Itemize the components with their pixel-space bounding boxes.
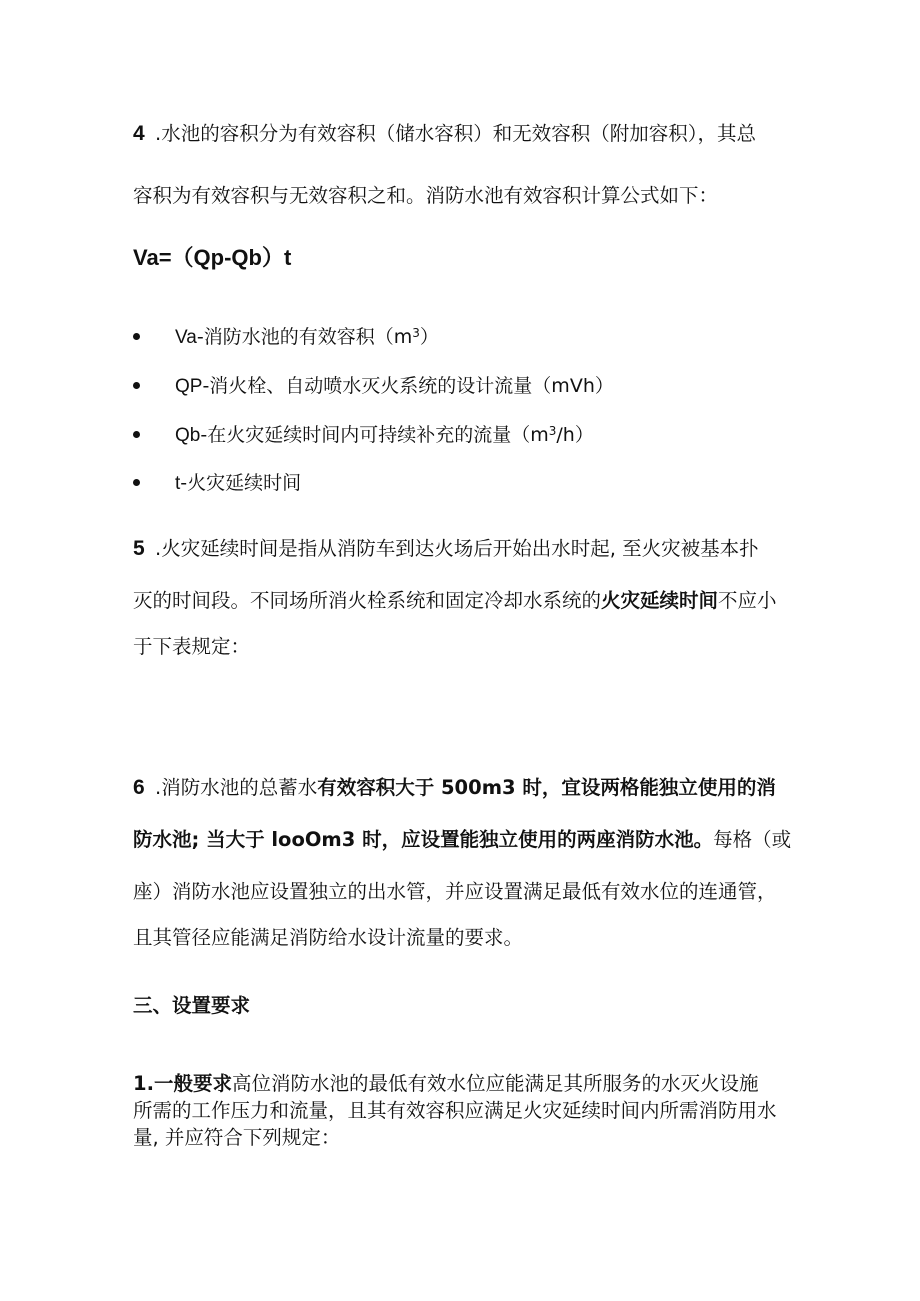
para5-text-2a: 灭的时间段。不同场所消火栓系统和固定冷却水系统的 — [133, 589, 602, 612]
item1-label: 1.一般要求 — [133, 1072, 232, 1095]
definition-text: -在火灾延续时间内可持续补充的流量（m — [200, 424, 549, 446]
item1-text-3: 量, 并应符合下列规定： — [133, 1126, 341, 1149]
bullet-icon — [133, 431, 140, 438]
para6-number: 6 — [133, 776, 145, 799]
para6-text-4: 且其管径应能满足消防给水设计流量的要求。 — [133, 926, 524, 949]
para4-text-2: 容积为有效容积与无效容积之和。消防水池有效容积计算公式如下： — [133, 184, 719, 207]
definition-symbol: Qb — [175, 425, 201, 446]
para6-line3 — [133, 879, 777, 905]
bullet-icon — [133, 382, 140, 389]
definition-symbol: QP — [175, 376, 203, 397]
para6-text-2: 每格（或 — [713, 828, 792, 851]
para6-text-1a: .消防水池的总蓄水 — [155, 776, 318, 799]
para6-line1 — [133, 775, 776, 801]
para5-emphasis: 火灾延续时间 — [601, 589, 719, 612]
definition-symbol: t — [175, 473, 181, 494]
definition-tail: ） — [419, 326, 439, 348]
section-heading: 三、设置要求 — [133, 994, 251, 1017]
item1-line1 — [133, 1071, 759, 1097]
para6-emphasis-2: 防水池; 当大于 looOm3 时，应设置能独立使用的两座消防水池。 — [133, 828, 714, 851]
para6-line4 — [133, 925, 523, 951]
para5-line1 — [133, 536, 759, 562]
item1-line2 — [133, 1098, 777, 1124]
definition-superscript: 3 — [412, 326, 420, 340]
bullet-icon — [133, 479, 140, 486]
definition-symbol: Va — [175, 327, 197, 348]
item1-text-2: 所需的工作压力和流量，且其有效容积应满足火灾延续时间内所需消防用水 — [133, 1099, 777, 1122]
para4-line1 — [133, 121, 756, 147]
item1-line3 — [133, 1125, 340, 1151]
para5-line2 — [133, 588, 777, 614]
para5-text-1: .火灾延续时间是指从消防车到达火场后开始出水时起, 至火灾被基本扑 — [155, 537, 759, 560]
para4-number: 4 — [133, 122, 145, 145]
para5-text-3: 于下表规定： — [133, 635, 251, 658]
bullet-icon — [133, 333, 140, 340]
definition-tail: /h） — [556, 424, 594, 446]
para4-text-1: .水池的容积分为有效容积（储水容积）和无效容积（附加容积），其总 — [155, 122, 756, 145]
para6-emphasis-1: 有效容积大于 500m3 时，宜设两格能独立使用的消 — [317, 776, 776, 799]
para5-number: 5 — [133, 537, 145, 560]
formula: Va=（Qp-Qb）t — [133, 245, 292, 270]
para5-line3 — [133, 634, 250, 660]
para5-text-2b: 不应小 — [718, 589, 777, 612]
definition-superscript: 3 — [548, 424, 557, 438]
definition-text: -消防水池的有效容积（m — [196, 326, 413, 348]
para4-line2 — [133, 183, 718, 209]
para6-text-3: 座）消防水池应设置独立的出水管，并应设置满足最低有效水位的连通管， — [133, 880, 777, 903]
para6-line2 — [133, 827, 791, 853]
definition-text: -消火栓、自动喷水灭火系统的设计流量（mVh） — [202, 375, 614, 397]
item1-text-1: 高位消防水池的最低有效水位应能满足其所服务的水灭火设施 — [231, 1072, 759, 1095]
definition-text: -火灾延续时间 — [180, 472, 302, 494]
